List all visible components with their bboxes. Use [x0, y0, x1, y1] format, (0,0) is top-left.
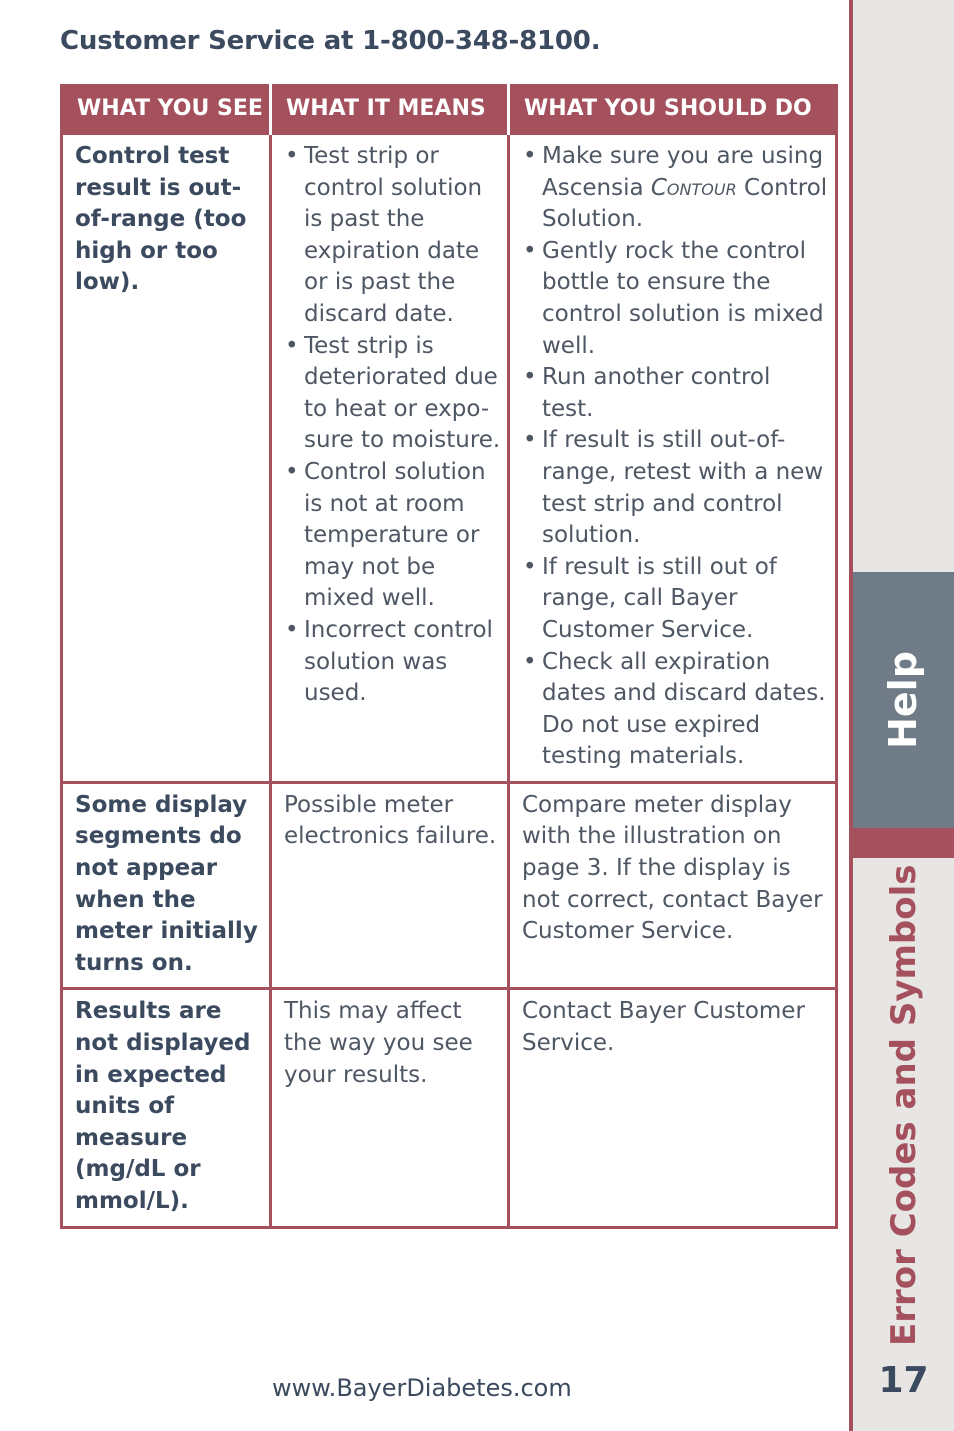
section-title: Error Codes and Symbols: [884, 864, 924, 1346]
table-row: [62, 989, 837, 1227]
row-symptom: Some display segments do not appear when the meter initially turns on.: [62, 782, 271, 989]
row-meaning: [271, 134, 509, 783]
table-header-row: [62, 84, 837, 134]
list-item: • Test strip or control solution is past the expiration date or is past the discard date.: [284, 141, 501, 331]
table-row: [62, 782, 837, 989]
action-list: [522, 141, 829, 773]
row-action: Compare meter display with the illustration on page 3. If the display is not correct, contact Bayer Customer Service.: [509, 782, 837, 989]
customer-service-heading: Customer Service at 1-800-348-8100.: [60, 26, 601, 56]
meaning-list: [284, 141, 501, 710]
list-item: • Test strip is deteriorated due to heat or expo-sure to moisture.: [284, 331, 501, 457]
row-meaning: This may affect the way you see your results.: [271, 989, 509, 1227]
list-item: • If result is still out-of-range, retest with a new test strip and control solution.: [522, 425, 829, 551]
list-item: • Run another control test.: [522, 362, 829, 425]
help-tab-accent: [853, 828, 954, 858]
table-row: [62, 134, 837, 783]
help-tab-label: Help: [881, 651, 925, 749]
row-symptom: Control test result is out-of-range (too high or too low).: [62, 134, 271, 783]
footer-url: www.BayerDiabetes.com: [272, 1374, 572, 1402]
row-action: Contact Bayer Customer Service.: [509, 989, 837, 1227]
row-symptom: Results are not displayed in expected units of measure (mg/dL or mmol/L).: [62, 989, 271, 1227]
list-item: [522, 141, 829, 236]
column-header-what-you-should-do: WHAT YOU SHOULD DO: [509, 84, 837, 134]
list-item-text: Control Solution.: [542, 174, 828, 233]
brand-name: Contour: [650, 174, 737, 201]
column-header-what-you-see: WHAT YOU SEE: [62, 84, 271, 134]
page-number: 17: [878, 1360, 929, 1401]
list-item: • Check all expiration dates and discard dates. Do not use expired testing materials.: [522, 647, 829, 773]
list-item: • Control solution is not at room temperature or may not be mixed well.: [284, 457, 501, 615]
list-item: • Incorrect control solution was used.: [284, 615, 501, 710]
row-action: [509, 134, 837, 783]
column-header-what-it-means: WHAT IT MEANS: [271, 84, 509, 134]
list-item-text: Make sure you are using Ascensia: [542, 143, 824, 201]
troubleshooting-table: [60, 84, 838, 1229]
list-item: • Gently rock the control bottle to ensure the control solution is mixed well.: [522, 236, 829, 362]
row-meaning: Possible meter electronics failure.: [271, 782, 509, 989]
list-item: • If result is still out of range, call Bayer Customer Service.: [522, 552, 829, 647]
